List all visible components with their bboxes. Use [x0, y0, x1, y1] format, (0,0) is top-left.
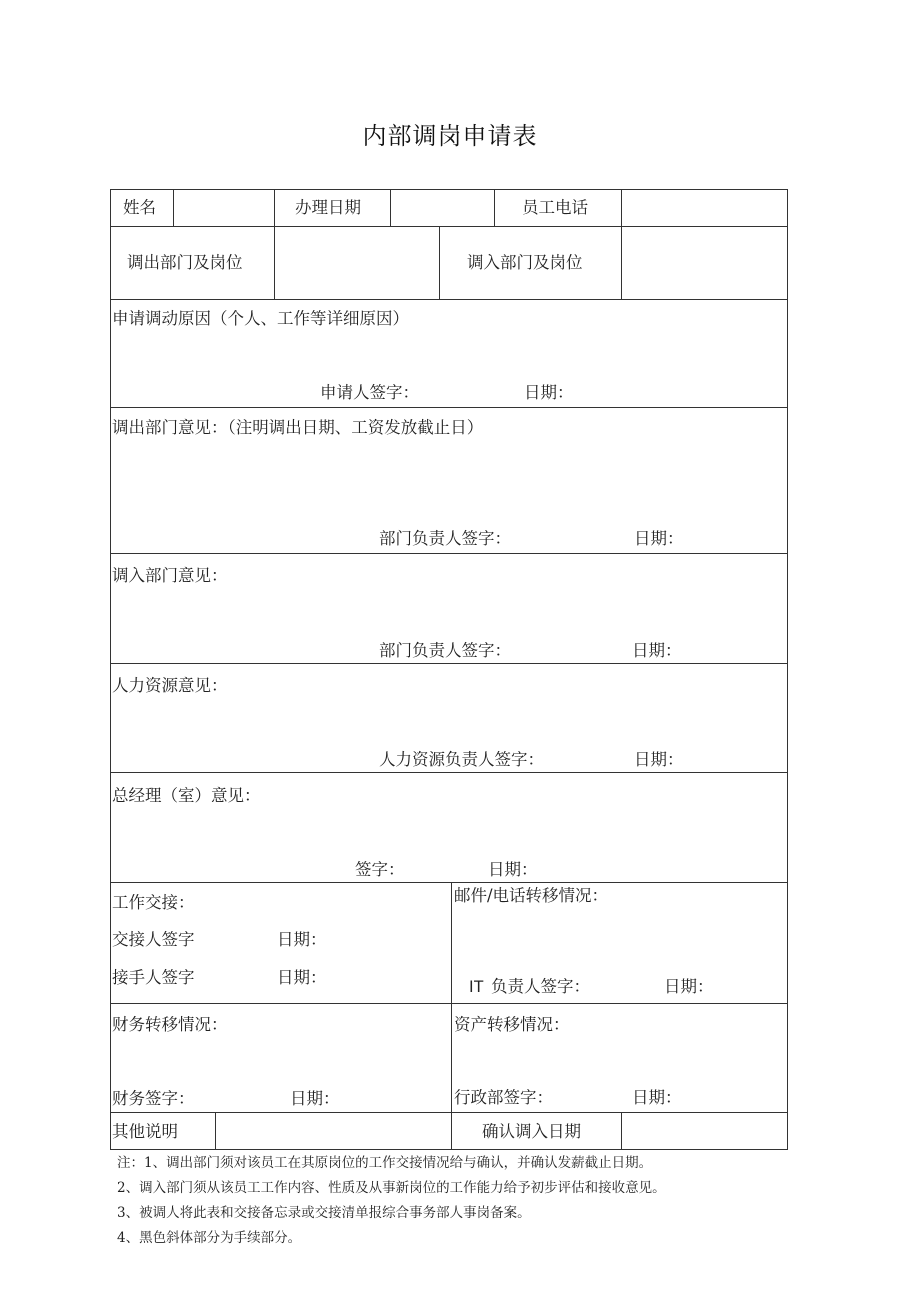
- out-dept-label: 调出部门及岗位: [127, 253, 243, 272]
- name-label: 姓名: [123, 198, 156, 217]
- row-line: [110, 407, 788, 408]
- note-line: 2、调入部门须从该员工工作内容、性质及从事新岗位的工作能力给予初步评估和接收意见。: [117, 1180, 666, 1196]
- admin-signer-label: 行政部签字：: [454, 1088, 553, 1107]
- confirm-date-label: 确认调入日期: [482, 1122, 581, 1141]
- in-opinion-date-label: 日期：: [632, 641, 682, 660]
- admin-date-label: 日期：: [632, 1088, 682, 1107]
- reason-date-label: 日期：: [524, 383, 574, 402]
- row-line: [110, 772, 788, 773]
- handover-label: 工作交接：: [112, 893, 195, 912]
- gm-date-label: 日期：: [488, 860, 538, 879]
- employee-phone-label: 员工电话: [522, 198, 588, 217]
- handover-receiver-label: 接手人签字: [112, 968, 195, 987]
- row-line: [110, 553, 788, 554]
- col-line: [274, 189, 275, 226]
- in-opinion-label: 调入部门意见：: [112, 566, 228, 585]
- row-line: [110, 299, 788, 300]
- handover-giver-label: 交接人签字: [112, 930, 195, 949]
- reason-signer-label: 申请人签字：: [320, 383, 419, 402]
- hr-opinion-label: 人力资源意见：: [112, 676, 228, 695]
- gm-signer-label: 签字：: [355, 860, 405, 879]
- other-notes-field[interactable]: [216, 1113, 451, 1149]
- mail-transfer-label: 邮件/电话转移情况：: [454, 886, 609, 905]
- note-line: 注：1、调出部门须对该员工在其原岗位的工作交接情况给与确认，并确认发薪截止日期。: [117, 1155, 653, 1171]
- in-dept-label: 调入部门及岗位: [467, 253, 583, 272]
- note-line: 4、黑色斜体部分为手续部分。: [117, 1230, 302, 1246]
- row-line: [110, 663, 788, 664]
- finance-transfer-label: 财务转移情况：: [112, 1015, 228, 1034]
- finance-date-label: 日期：: [290, 1089, 340, 1108]
- out-dept-field[interactable]: [275, 227, 439, 299]
- out-opinion-signer-label: 部门负责人签字：: [379, 529, 511, 548]
- hr-opinion-date-label: 日期：: [634, 750, 684, 769]
- asset-transfer-label: 资产转移情况：: [454, 1015, 570, 1034]
- it-date-label: 日期：: [664, 977, 714, 996]
- col-line: [439, 226, 440, 299]
- col-line: [451, 1112, 452, 1149]
- handover-receiver-date-label: 日期：: [277, 968, 327, 987]
- col-line: [451, 882, 452, 1112]
- process-date-label: 办理日期: [295, 198, 361, 217]
- finance-signer-label: 财务签字：: [112, 1089, 195, 1108]
- gm-opinion-label: 总经理（室）意见：: [112, 786, 261, 805]
- it-signer-label: 负责人签字：: [491, 977, 590, 996]
- other-notes-label: 其他说明: [112, 1122, 178, 1141]
- table-border-left: [110, 189, 111, 1150]
- reason-label: 申请调动原因（个人、工作等详细原因）: [112, 309, 409, 328]
- col-line: [494, 189, 495, 226]
- hr-opinion-signer-label: 人力资源负责人签字：: [379, 750, 544, 769]
- row-line: [110, 882, 788, 883]
- out-opinion-date-label: 日期：: [634, 529, 684, 548]
- table-border-bottom: [110, 1149, 788, 1150]
- in-dept-field[interactable]: [622, 227, 787, 299]
- confirm-date-field[interactable]: [622, 1113, 787, 1149]
- page-title: 内部调岗申请表: [362, 122, 538, 150]
- out-opinion-label: 调出部门意见：（注明调出日期、工资发放截止日）: [112, 418, 484, 437]
- handover-giver-date-label: 日期：: [277, 930, 327, 949]
- in-opinion-signer-label: 部门负责人签字：: [379, 641, 511, 660]
- row-line: [110, 1003, 788, 1004]
- name-field[interactable]: [174, 190, 274, 226]
- process-date-field[interactable]: [391, 190, 494, 226]
- note-line: 3、被调人将此表和交接备忘录或交接清单报综合事务部人事岗备案。: [117, 1205, 531, 1221]
- table-border-right: [787, 189, 788, 1150]
- employee-phone-field[interactable]: [622, 190, 787, 226]
- it-prefix: IT: [469, 978, 484, 996]
